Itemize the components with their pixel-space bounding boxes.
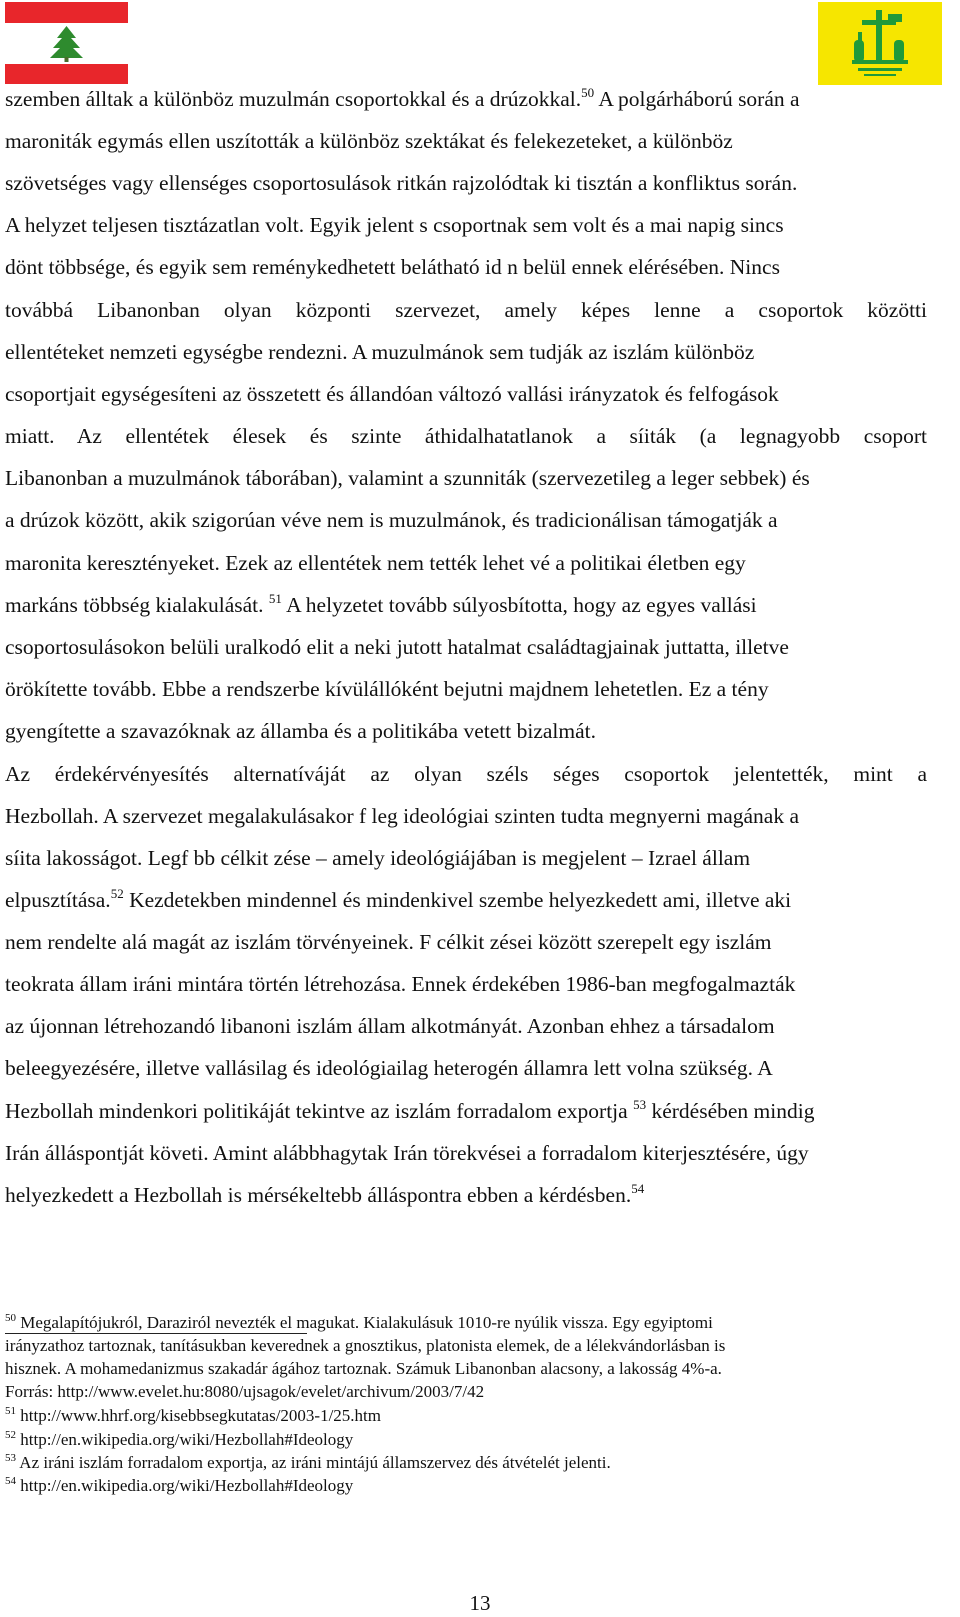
body-line [5, 845, 750, 871]
line-text: A helyzetet tovább súlyosbította, hogy az egyes vallási [281, 593, 757, 617]
footnote-line [5, 1335, 725, 1356]
body-line [5, 423, 927, 449]
body-line [5, 929, 772, 955]
line-text: miatt. Az ellentétek élesek és szinte áthidalhatatlanok a síiták (a legnagyobb csoport [5, 424, 927, 448]
line-text: Libanonban a muzulmánok táborában), valamint a szunniták (szervezetileg a leger sebbek) és [5, 466, 810, 490]
footnote-number: 51 [5, 1405, 16, 1417]
line-text: ellentéteket nemzeti egységbe rendezni. A muzulmánok sem tudják az iszlám különböz [5, 340, 755, 364]
line-text: csoportjait egységesíteni az összetett és állandóan változó vallási irányzatok és felfogások [5, 382, 779, 406]
line-text: továbbá Libanonban olyan központi szervezet, amely képes lenne a csoportok közötti [5, 298, 927, 322]
line-text: nem rendelte alá magát az iszlám törvényeinek. F célkit zései között szerepelt egy iszlám [5, 930, 772, 954]
hezbollah-flag [818, 2, 942, 85]
footnote-reference[interactable]: 53 [633, 1097, 647, 1112]
line-text: maronita keresztényeket. Ezek az ellentétek nem tették lehet vé a politikai életben egy [5, 551, 746, 575]
line-text: örökítette tovább. Ebbe a rendszerbe kívülállóként bejutni majdnem lehetetlen. Ez a tény [5, 677, 769, 701]
footnote-link[interactable]: http://en.wikipedia.org/wiki/Hezbollah#Ideology [16, 1476, 354, 1495]
body-line [5, 887, 791, 913]
footnote-line [5, 1405, 381, 1426]
body-line [5, 339, 754, 365]
body-line [5, 1055, 773, 1081]
line-text: helyezkedett a Hezbollah is mérsékeltebb álláspontra ebben a kérdésben. [5, 1183, 632, 1207]
footnote-line [5, 1452, 611, 1473]
footnote-line [5, 1312, 713, 1333]
footnote-link: Forrás: http://www.evelet.hu:8080/ujsagok/evelet/archivum/2003/7/42 [5, 1382, 485, 1401]
line-text: A polgárháború során a [594, 87, 800, 111]
footnote-reference[interactable]: 50 [581, 85, 595, 100]
line-text: a drúzok között, akik szigorúan véve nem is muzulmánok, és tradicionálisan támogatják a [5, 508, 778, 532]
body-line [5, 592, 757, 618]
body-line [5, 1182, 644, 1208]
line-text: síita lakosságot. Legf bb célkit zése – amely ideológiájában is megjelent – Izrael állam [5, 846, 751, 870]
line-text: szövetséges vagy ellenséges csoportosulások ritkán rajzolódtak ki tisztán a konfliktus során. [5, 171, 798, 195]
footnote-link[interactable]: http://en.wikipedia.org/wiki/Hezbollah#Ideology [16, 1430, 354, 1449]
body-line [5, 1140, 809, 1166]
footnote-reference[interactable]: 51 [268, 591, 282, 606]
line-text: beleegyezésére, illetve vallásilag és ideológiailag heterogén államra lett volna szükség. A [5, 1056, 773, 1080]
page-number: 13 [469, 1591, 491, 1615]
footnote-link[interactable]: http://www.hhrf.org/kisebbsegkutatas/2003-1/25.htm [16, 1406, 381, 1425]
body-line [5, 718, 596, 744]
footnote-text: irányzathoz tartoznak, tanításukban keverednek a gnosztikus, platonista elemek, de a lélekvándorlásban is [5, 1336, 726, 1355]
line-text: teokrata állam iráni mintára történ létrehozása. Ennek érdekében 1986-ban megfogalmazták [5, 972, 796, 996]
body-line [5, 634, 789, 660]
body-line [5, 128, 733, 154]
footnote-number: 52 [5, 1429, 16, 1441]
footnote-text: Az iráni iszlám forradalom exportja, az iráni mintájú államszervez dés átvételét jelenti. [16, 1453, 611, 1472]
footnote-line [5, 1381, 484, 1402]
line-text: dönt többsége, és egyik sem reménykedhetett belátható id n belül ennek elérésében. Nincs [5, 255, 780, 279]
body-line [5, 254, 780, 280]
body-line [5, 465, 810, 491]
body-line [5, 170, 797, 196]
body-line [5, 381, 779, 407]
footnote-separator [5, 1333, 307, 1334]
body-line [5, 550, 746, 576]
body-line [5, 971, 795, 997]
footnote-reference[interactable]: 54 [631, 1181, 645, 1196]
line-text: markáns többség kialakulását. [5, 593, 269, 617]
body-line [5, 507, 778, 533]
body-line [5, 803, 799, 829]
footnote-line [5, 1358, 722, 1379]
line-text: elpusztítása. [5, 888, 111, 912]
line-text: csoportosulásokon belüli uralkodó elit a neki jutott hatalmat családtagjainak juttatta, illetve [5, 635, 789, 659]
body-line [5, 86, 800, 112]
body-line [5, 676, 769, 702]
body-line [5, 1098, 814, 1124]
lebanon-flag [5, 2, 128, 84]
body-line [5, 761, 927, 787]
footnote-number: 53 [5, 1452, 16, 1464]
line-text: Kezdetekben mindennel és mindenkivel szembe helyezkedett ami, illetve aki [123, 888, 792, 912]
footnote-text: Megalapítójukról, Daraziról nevezték el magukat. Kialakulásuk 1010-re nyúlik vissza. Egy egyiptomi [16, 1313, 713, 1332]
line-text: az újonnan létrehozandó libanoni iszlám állam alkotmányát. Azonban ehhez a társadalom [5, 1014, 775, 1038]
line-text: Az érdekérvényesítés alternatíváját az olyan széls séges csoportok jelentették, mint a [5, 762, 927, 786]
line-text: maroniták egymás ellen uszították a különböz szektákat és felekezeteket, a különböz [5, 129, 733, 153]
line-text: szemben álltak a különböz muzulmán csoportokkal és a drúzokkal. [5, 87, 582, 111]
line-text: A helyzet teljesen tisztázatlan volt. Egyik jelent s csoportnak sem volt és a mai napig sincs [5, 213, 784, 237]
footnote-reference[interactable]: 52 [110, 886, 124, 901]
footnote-number: 50 [5, 1312, 16, 1324]
line-text: Irán álláspontját követi. Amint alábbhagytak Irán törekvései a forradalom kiterjesztésére, úgy [5, 1141, 809, 1165]
body-line [5, 212, 784, 238]
footnote-line [5, 1475, 353, 1496]
line-text: gyengítette a szavazóknak az államba és a politikába vetett bizalmát. [5, 719, 596, 743]
footnote-number: 54 [5, 1475, 16, 1487]
body-line [5, 297, 927, 323]
footnote-text: hisznek. A mohamedanizmus szakadár ágához tartoznak. Számuk Libanonban alacsony, a lakosság 4%-a. [5, 1359, 722, 1378]
line-text: kérdésében mindig [646, 1099, 815, 1123]
body-line [5, 1013, 775, 1039]
footnote-line [5, 1429, 353, 1450]
line-text: Hezbollah. A szervezet megalakulásakor f leg ideológiai szinten tudta megnyerni magának a [5, 804, 800, 828]
line-text: Hezbollah mindenkori politikáját tekintve az iszlám forradalom exportja [5, 1099, 634, 1123]
